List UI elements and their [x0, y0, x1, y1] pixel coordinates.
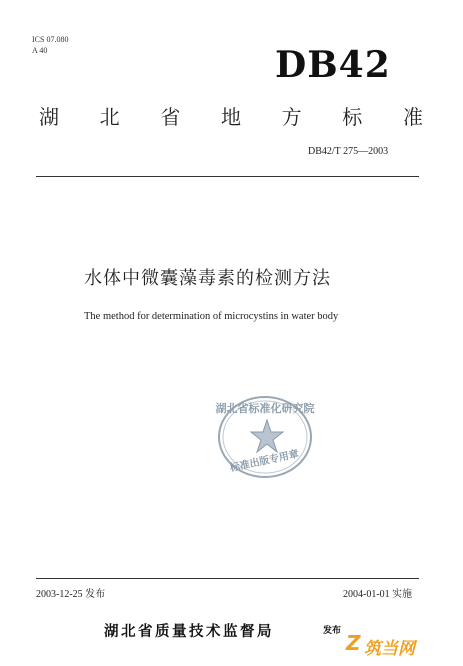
publisher-suffix: 发布: [323, 626, 342, 636]
document-title-en: The method for determination of microcystins in water body: [84, 311, 339, 322]
standard-type-char: 地: [220, 105, 241, 129]
issue-date: 2003-12-25 发布: [36, 589, 106, 600]
standard-type-char: 标: [342, 105, 363, 129]
standard-type-char: 北: [99, 105, 120, 129]
document-title-zh: 水体中微囊藻毒素的检测方法: [84, 268, 331, 289]
ics-code: ICS 07.080: [32, 35, 69, 44]
standard-type-char: 省: [160, 105, 181, 129]
footer-rule: [36, 578, 419, 579]
watermark-logo-icon: Z: [346, 631, 361, 655]
implementation-date: 2004-01-01 实施: [343, 589, 413, 600]
standard-type-char: 方: [281, 105, 302, 129]
header-rule: [36, 176, 419, 177]
publisher-name: 湖北省质量技术监督局: [104, 624, 274, 640]
standard-type-char: 准: [402, 105, 423, 129]
publication-seal-icon: [215, 392, 315, 482]
seal-inner-text: 标准出版专用章: [229, 448, 300, 475]
watermark-text: 筑当网: [364, 639, 415, 659]
standard-number: DB42/T 275—2003: [308, 146, 389, 157]
standard-type-char: 湖: [39, 105, 59, 129]
standard-type-title: [39, 101, 423, 130]
standard-mark: DB42: [275, 44, 391, 86]
seal-outer-text: 湖北省标准化研究院: [215, 402, 315, 415]
classification-code: A 40: [32, 46, 48, 55]
